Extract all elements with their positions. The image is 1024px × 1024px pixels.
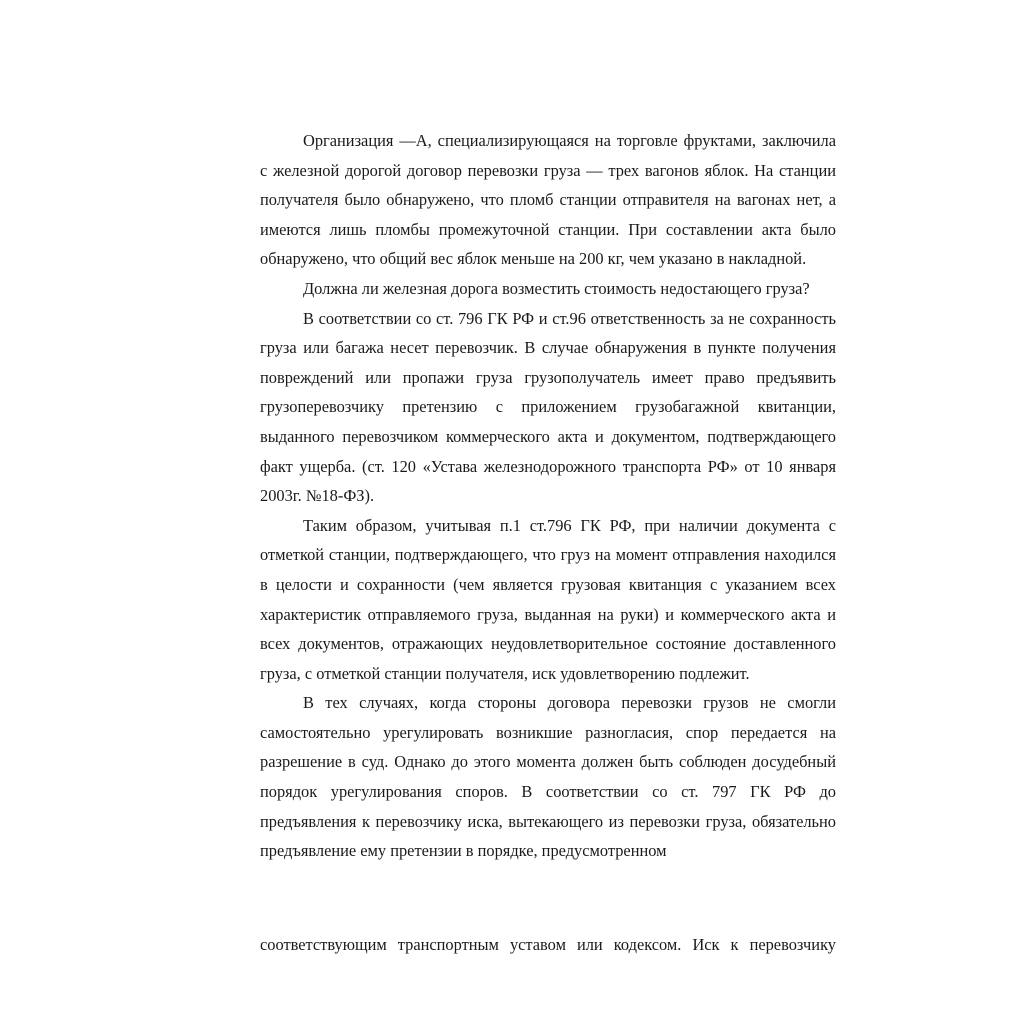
- paragraph-2: Должна ли железная дорога возместить стоимость недостающего груза?: [303, 278, 810, 298]
- paragraph-1: Организация —А, специализирующаяся на торговле фруктами, заключила с железной дорогой договор перевозки груза — трех вагонов яблок. На станции получателя было обнаружено, что пломб станции отправителя на вагонах нет, а имеются лишь пломбы промежуточной станции. При составлении акта было обнаружено, что общий вес яблок меньше на 200 кг, чем указано в накладной.: [260, 131, 836, 269]
- paragraph-3: В соответствии со ст. 796 ГК РФ и ст.96 ответственность за не сохранность груза или багажа несет перевозчик. В случае обнаружения в пункте получения повреждений или пропажи груза грузополучатель имеет право предъявить грузоперевозчику претензию с приложением грузобагажной квитанции, выданного перевозчиком коммерческого акта и документом, подтверждающего факт ущерба. (ст. 120 «Устава железнодорожного транспорта РФ» от 10 января 2003г. №18-ФЗ).: [260, 308, 836, 506]
- document-body: [260, 126, 836, 866]
- cropped-line-text: соответствующим транспортным уставом или кодексом. Иск к перевозчику: [260, 935, 836, 954]
- cropped-text-line: [260, 933, 836, 954]
- paragraph-4: Таким образом, учитывая п.1 ст.796 ГК РФ, при наличии документа с отметкой станции, подтверждающего, что груз на момент отправления находился в целости и сохранности (чем является грузовая квитанция с указанием всех характеристик отправляемого груза, выданная на руки) и коммерческого акта и всех документов, отражающих неудовлетворительное состояние доставленного груза, с отметкой станции получателя, иск удовлетворению подлежит.: [260, 515, 836, 683]
- paragraph-5: В тех случаях, когда стороны договора перевозки грузов не смогли самостоятельно урегулировать возникшие разногласия, спор передается на разрешение в суд. Однако до этого момента должен быть соблюден досудебный порядок урегулирования споров. В соответствии со ст. 797 ГК РФ до предъявления к перевозчику иска, вытекающего из перевозки груза, обязательно предъявление ему претензии в порядке, предусмотренном: [260, 693, 836, 861]
